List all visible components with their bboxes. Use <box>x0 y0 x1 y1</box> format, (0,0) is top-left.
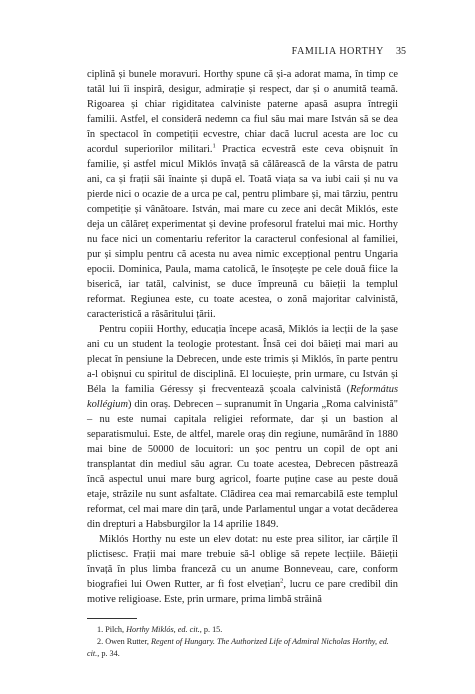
paragraph-3-text-a: Miklós Horthy nu este un elev dotat: nu este prea silitor, iar cărțile îl plictisesc. Frații mai mare trebuie să-l oblige să repete lecțiile. Băieții învață în plus limba franceză cu un anume Bonneveau, care, conform biografiei lui Owen Rutter, ar fi fost elvețian <box>87 534 398 590</box>
paragraph-1-text-a: ciplină și bunele moravuri. Horthy spune că și-a adorat mama, în timp ce tatăl lui îi inspiră, desigur, admirație și respect, dar și o anumită teamă. Rigoarea și chiar rigiditatea calviniste paterne apasă asupra întregii familii. Astfel, el consideră nedemn ca fiul său mai mare István să se dea în spectacol în competiții ecvestre, chiar dacă lucrul acesta are loc cu acordul superiorilor militari. <box>87 69 398 155</box>
running-header <box>292 46 406 57</box>
paragraph-2 <box>87 322 398 532</box>
footnote-2 <box>87 636 398 660</box>
paragraph-3 <box>87 532 398 607</box>
footnote-1-title: Horthy Miklós, ed. cit. <box>126 625 200 634</box>
footnote-1-suffix: , p. 15. <box>199 625 223 634</box>
footnote-2-prefix: 2. Owen Rutter, <box>97 637 152 646</box>
footnote-2-title: Regent of Hungary. The Authorized Life of Admiral Nicholas Horthy, ed. cit. <box>87 637 389 658</box>
paragraph-1-text-b: Practica ecvestră este ceva obișnuit în familie, și astfel micul Miklós învață să călărească de la vârsta de patru ani, ca și frații săi înainte și după el. Toată viața sa va iubi caii și nu va pierde nici o ocazie de a urca pe cal, pentru plimbare și, mai târziu, pentru competiție și vânătoare. István, mai mare cu zece ani decât Miklós, este deja un călăreț experimentat și devine profesorul fratelui mai mic. Horthy nu face nici un comentariu referitor la caracterul confesional al familiei, pur și simplu pentru că acesta nu avea nimic excepțional pentru Ungaria epocii. Dominica, Paula, mama catolică, le însoțește pe cele două fiice la biserică, iar tatăl, calvinist, se duce împreună cu băieții la templul reformat. Regiunea este, cu toate acestea, o zonă majoritar calvinistă, caracteristică a răsăritului țării. <box>87 144 398 320</box>
footnotes <box>87 624 398 660</box>
footnote-2-suffix: , p. 34. <box>97 649 120 658</box>
footnote-1 <box>87 624 398 636</box>
page-number: 35 <box>396 46 406 57</box>
footnote-1-prefix: 1. Pilch, <box>97 625 127 634</box>
paragraph-2-text-b: ) din oraș. Debrecen – supranumit în Ungaria „Roma calvinistă" – nu este numai capitala religiei reformate, dar și un bastion al separatismului. Este, de altfel, marele oraș din regiune, numărând în 1880 mai bine de 50000 de locuitori: un șoc pentru un copil de opt ani transplantat din mediul său agrar. Cu toate acestea, Debrecen păstrează încă aspectul unui mare burg agricol, foarte puține case au peste două etaje, străzile nu sunt asfaltate. Clădirea cea mai remarcabilă este templul reformat, cel mai mare din țară, unde Parlamentul ungar a votat decăderea din drepturi a Habsburgilor la 14 aprilie 1849. <box>87 399 398 530</box>
footnote-ref-1[interactable]: 1 <box>212 142 216 150</box>
paragraph-2-text-a: Pentru copiii Horthy, educația începe acasă, Miklós ia lecții de la șase ani cu un student la teologie protestant. Însă cei doi băieți mai mari au plecat în pensiune la Debrecen, unde este trimis și Miklós, în parte pentru a-l obișnui cu spiritul de disciplină. El locuiește, prin urmare, cu István și Béla la familia Géressy și frecventează școala calvinistă ( <box>87 324 398 395</box>
paragraph-2-italic-term: Református kollégium <box>87 384 398 410</box>
footnote-divider <box>87 618 137 619</box>
footnote-ref-2[interactable]: 2 <box>280 577 284 585</box>
paragraph-3-text-b: , lucru ce pare credibil din motive religioase. Este, prin urmare, prima limbă străină <box>87 579 398 605</box>
running-title: FAMILIA HORTHY <box>291 46 384 57</box>
body-text <box>87 67 398 607</box>
paragraph-1 <box>87 67 398 322</box>
